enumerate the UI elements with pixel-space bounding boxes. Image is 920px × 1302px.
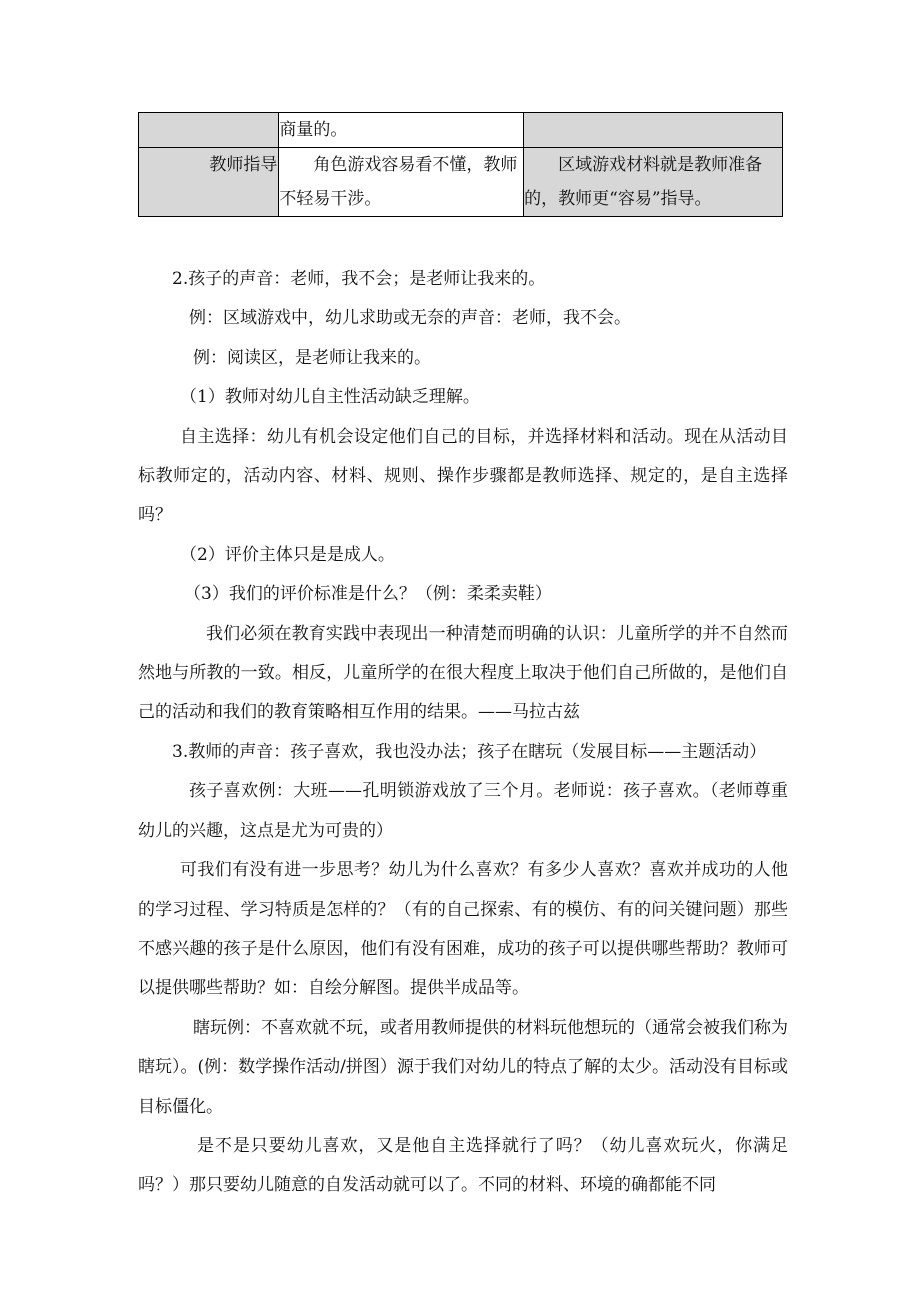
paragraph: 例：区域游戏中，幼儿求助或无奈的声音：老师，我不会。 bbox=[189, 308, 631, 329]
paragraph: 例：阅读区，是老师让我来的。 bbox=[193, 347, 431, 368]
paragraph: 我们必须在教育实践中表现出一种清楚而明确的认识：儿童所学的并不自然而然地与所教的一致。相反，儿童所学的在很大程度上取决于他们自己所做的，是他们自己的活动和我们的教育策略相互作用的结果。——马拉古兹 bbox=[138, 623, 788, 723]
comparison-table bbox=[138, 112, 783, 217]
table-cell bbox=[524, 113, 783, 148]
table-cell-label: 教师指导 bbox=[139, 148, 279, 217]
table-row bbox=[139, 113, 783, 148]
paragraph: 3.教师的声音：孩子喜欢，我也没办法；孩子在瞎玩（发展目标——主题活动） bbox=[172, 741, 767, 762]
table-cell: 区域游戏材料就是教师准备的，教师更“容易”指导。 bbox=[524, 148, 783, 217]
table-cell: 商量的。 bbox=[279, 113, 524, 148]
paragraph: 自主选择：幼儿有机会设定他们自己的目标，并选择材料和活动。现在从活动目标教师定的，活动内容、材料、规则、操作步骤都是教师选择、规定的，是自主选择吗？ bbox=[138, 426, 788, 526]
body-text bbox=[138, 260, 788, 1206]
paragraph: 孩子喜欢例：大班——孔明锁游戏放了三个月。老师说：孩子喜欢。（老师尊重幼儿的兴趣，这点是尤为可贵的） bbox=[138, 781, 788, 841]
table-cell-label bbox=[139, 113, 279, 148]
paragraph: 是不是只要幼儿喜欢，又是他自主选择就行了吗？（幼儿喜欢玩火，你满足吗？）那只要幼儿随意的自发活动就可以了。不同的材料、环境的确都能不同 bbox=[138, 1135, 788, 1196]
table-cell: 角色游戏容易看不懂，教师不轻易干涉。 bbox=[279, 148, 524, 217]
paragraph: 2.孩子的声音：老师，我不会；是老师让我来的。 bbox=[172, 269, 546, 289]
table-row bbox=[139, 148, 783, 217]
paragraph: （3）我们的评价标准是什么？（例：柔柔卖鞋） bbox=[184, 584, 552, 605]
paragraph: （2）评价主体只是是成人。 bbox=[180, 544, 395, 565]
paragraph: 可我们有没有进一步思考？幼儿为什么喜欢？有多少人喜欢？喜欢并成功的人他的学习过程、学习特质是怎样的？（有的自己探索、有的模仿、有的问关键问题）那些不感兴趣的孩子是什么原因，他们有没有困难，成功的孩子可以提供哪些帮助？教师可以提供哪些帮助？如：自绘分解图。提供半成品等。 bbox=[138, 860, 788, 999]
paragraph: 瞎玩例：不喜欢就不玩，或者用教师提供的材料玩他想玩的（通常会被我们称为瞎玩）。(例：数学操作活动/拼图）源于我们对幼儿的特点了解的太少。活动没有目标或目标僵化。 bbox=[138, 1017, 788, 1117]
paragraph: （1）教师对幼儿自主性活动缺乏理解。 bbox=[180, 387, 480, 408]
